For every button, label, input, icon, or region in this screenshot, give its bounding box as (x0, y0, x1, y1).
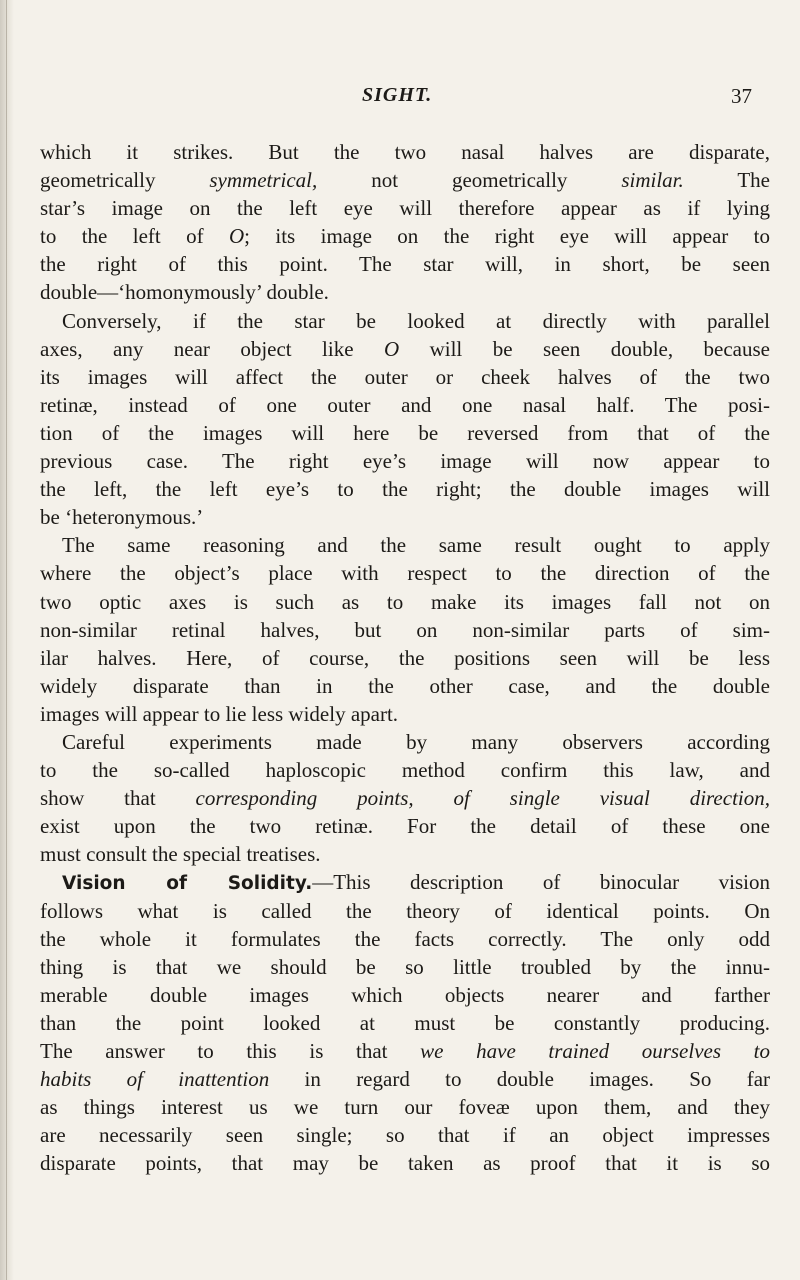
text-line: Careful experiments made by many observers according (62, 729, 770, 754)
text-line: ilar halves. Here, of course, the positions seen will be less (40, 645, 770, 670)
text-line: must consult the special treatises. (40, 842, 321, 867)
text-line: disparate points, that may be taken as proof that it is so (40, 1151, 770, 1176)
text-line (40, 784, 770, 812)
text-line: merable double images which objects nearer and farther (40, 982, 770, 1007)
text-segment: ; its image on the right eye will appear to (244, 224, 771, 249)
text-line (40, 222, 770, 250)
text-line: as things interest us we turn our foveæ upon them, and they (40, 1095, 770, 1120)
italic-text: habits of inattention (40, 1067, 270, 1092)
page-gutter-line (6, 0, 7, 1280)
italic-text: O (229, 224, 245, 249)
text-line: images will appear to lie less widely apart. (40, 701, 399, 726)
text-line: its images will affect the outer or cheek halves of the two (40, 364, 770, 389)
italic-text: symmetrical, (209, 168, 318, 193)
italic-text: O (383, 336, 400, 361)
text-line: non-similar retinal halves, but on non-similar parts of sim- (40, 617, 770, 642)
text-segment: The answer to this is that (40, 1039, 421, 1063)
text-line: than the point looked at must be constantly producing. (40, 1010, 770, 1035)
section-heading: Vision of Solidity. (62, 873, 313, 895)
text-line: the right of this point. The star will, in short, be seen (40, 252, 770, 277)
running-head: SIGHT. (362, 84, 433, 106)
text-segment: will be seen double, because (399, 336, 770, 361)
text-line (40, 868, 770, 896)
text-line: to the so-called haploscopic method confirm this law, and (40, 758, 770, 783)
italic-text: we have trained ourselves to (420, 1039, 771, 1063)
text-line: tion of the images will here be reversed from that of the (40, 420, 770, 445)
text-line: be ‘heteronymous.’ (40, 505, 204, 530)
text-line: Conversely, if the star be looked at directly with parallel (62, 308, 770, 333)
page-number: 37 (731, 84, 752, 108)
text-line: The same reasoning and the same result ought to apply (62, 533, 770, 558)
text-segment: to the left of (40, 224, 229, 249)
page-gutter-shadow (0, 0, 14, 1280)
text-line: where the object’s place with respect to the direction of the (40, 561, 770, 586)
text-line: star’s image on the left eye will therefore appear as if lying (40, 196, 770, 221)
page-header (40, 84, 770, 114)
text-line: exist upon the two retinæ. For the detail of these one (40, 814, 770, 839)
text-line: two optic axes is such as to make its images fall not on (40, 589, 770, 614)
text-line: the whole it formulates the facts correctly. The only odd (40, 926, 770, 951)
text-line (40, 1037, 770, 1065)
text-line: previous case. The right eye’s image will now appear to (40, 449, 770, 474)
text-line (40, 166, 770, 194)
text-line: the left, the left eye’s to the right; the double images will (40, 477, 770, 502)
text-line: retinæ, instead of one outer and one nasal half. The posi- (40, 392, 770, 417)
italic-text: similar. (621, 168, 684, 193)
text-line: double—‘homonymously’ double. (40, 280, 329, 305)
text-line: widely disparate than in the other case, and the double (40, 673, 770, 698)
italic-text: corresponding points, of single visual direction, (195, 786, 770, 811)
body-text (40, 138, 770, 1177)
text-segment: in regard to double images. So far (269, 1067, 771, 1092)
text-line: are necessarily seen single; so that if an object impresses (40, 1123, 770, 1148)
text-segment: —This description of binocular vision (312, 870, 770, 895)
text-segment: show that (40, 786, 196, 811)
text-line: follows what is called the theory of identical points. On (40, 898, 770, 923)
text-line (40, 1065, 770, 1093)
text-segment: geometrically (40, 168, 210, 193)
text-line: which it strikes. But the two nasal halves are disparate, (40, 140, 770, 164)
text-segment: The (683, 168, 770, 193)
text-segment: not geometrically (317, 168, 622, 193)
text-line (40, 335, 770, 363)
text-segment: axes, any near object like (40, 336, 384, 361)
text-line: thing is that we should be so little troubled by the innu- (40, 954, 770, 979)
